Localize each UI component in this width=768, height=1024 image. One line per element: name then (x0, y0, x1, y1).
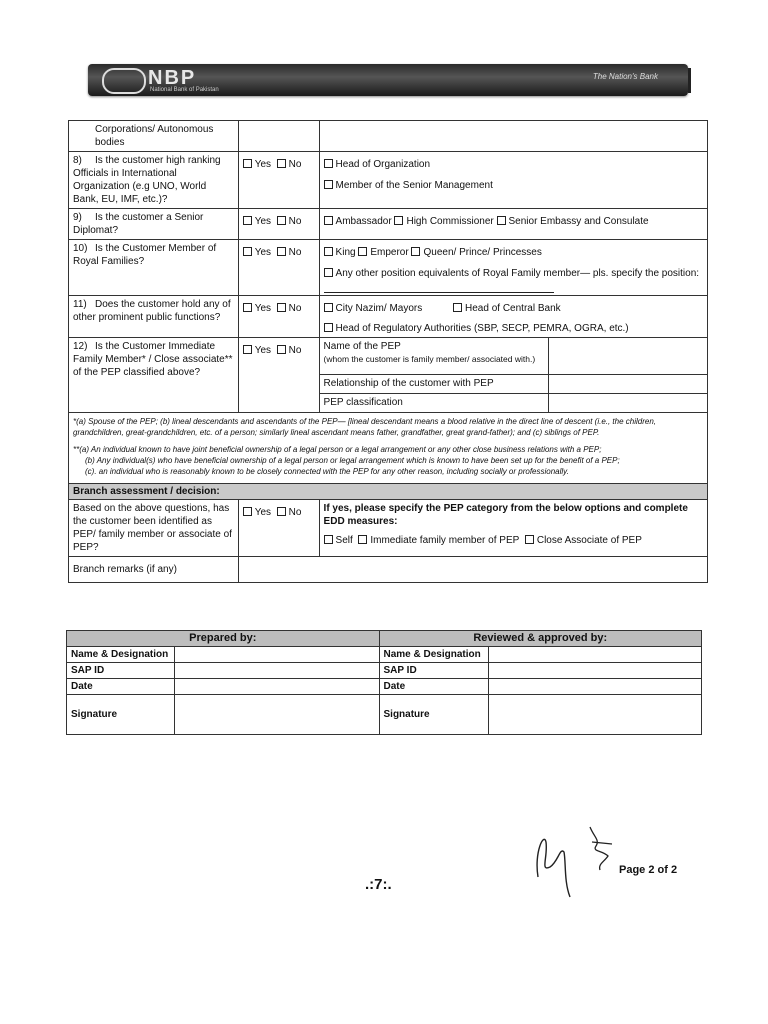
no-label: No (288, 507, 302, 518)
position-input[interactable] (324, 283, 554, 293)
table-row (67, 695, 702, 735)
yes-checkbox[interactable] (243, 345, 252, 354)
preparer-date-field[interactable] (174, 679, 379, 695)
option-checkbox[interactable] (324, 159, 333, 168)
self-checkbox[interactable] (324, 535, 333, 544)
yes-label: Yes (254, 247, 272, 258)
preparer-sap-field[interactable] (174, 663, 379, 679)
no-checkbox[interactable] (277, 159, 286, 168)
header-divider (688, 68, 691, 93)
signature-label: Signature (67, 695, 175, 735)
bank-logo-icon (102, 68, 146, 94)
close-associate-checkbox[interactable] (525, 535, 534, 544)
option-checkbox[interactable] (497, 216, 506, 225)
yes-checkbox[interactable] (243, 247, 252, 256)
table-row (69, 240, 708, 296)
no-checkbox[interactable] (277, 247, 286, 256)
question-number: 9) (73, 212, 82, 223)
option-label: Head of Organization (335, 159, 431, 170)
no-label: No (288, 159, 302, 170)
pep-name-label: Name of the PEP (323, 341, 401, 352)
page-mark: .:7:. (365, 876, 392, 893)
branch-assessment-heading: Branch assessment / decision: (69, 484, 708, 500)
sap-label: SAP ID (379, 663, 489, 679)
question-number: 8) (73, 155, 82, 166)
option-label: Close Associate of PEP (536, 535, 642, 546)
date-label: Date (379, 679, 489, 695)
option-checkbox[interactable] (324, 323, 333, 332)
option-label: Senior Embassy and Consulate (508, 216, 649, 227)
pep-classification-field[interactable] (549, 394, 708, 413)
table-row (69, 557, 708, 583)
table-row (67, 631, 702, 647)
pep-name-note: (whom the customer is family member/ associated with.) (323, 354, 536, 364)
table-row (69, 121, 708, 152)
question-text: Is the Customer Member of Royal Families? (73, 243, 217, 267)
reviewer-name-field[interactable] (489, 647, 702, 663)
name-label: Name & Designation (379, 647, 489, 663)
signature-label: Signature (379, 695, 489, 735)
table-row (69, 484, 708, 500)
table-row (69, 209, 708, 240)
option-checkbox[interactable] (324, 268, 333, 277)
table-row (69, 296, 708, 338)
no-checkbox[interactable] (277, 507, 286, 516)
question-text: Does the customer hold any of other prominent public functions? (73, 299, 231, 323)
question-text: Is the customer high ranking Officials in International Organization (e.g UNO, World Bank, EU, IMF, etc.)? (73, 155, 221, 205)
relationship-label: Relationship of the customer with PEP (319, 375, 549, 394)
bank-tagline: The Nation's Bank (592, 72, 658, 81)
question-number: 12) (73, 341, 88, 352)
table-row (69, 413, 708, 484)
pep-name-field[interactable] (549, 338, 708, 375)
yes-label: Yes (254, 159, 272, 170)
name-label: Name & Designation (67, 647, 175, 663)
branch-instruction: If yes, please specify the PEP category from the below options and complete EDD measures: (323, 503, 688, 527)
reviewer-signature-field[interactable] (489, 695, 702, 735)
option-label: Emperor (370, 247, 409, 258)
yes-label: Yes (254, 507, 272, 518)
table-row (67, 647, 702, 663)
option-label: King (335, 247, 356, 258)
no-label: No (288, 303, 302, 314)
yes-checkbox[interactable] (243, 507, 252, 516)
branch-remarks-field[interactable] (238, 557, 707, 583)
question-text: Is the Customer Immediate Family Member* / Close associate** of the PEP classified above? (73, 341, 233, 378)
question-text: Is the customer a Senior Diplomat? (73, 212, 204, 236)
option-label: Self (335, 535, 353, 546)
option-label: Immediate family member of PEP (370, 535, 520, 546)
table-row (69, 152, 708, 209)
yes-checkbox[interactable] (243, 303, 252, 312)
preparer-name-field[interactable] (174, 647, 379, 663)
no-checkbox[interactable] (277, 216, 286, 225)
footnote-associate-b: (b) Any individual(s) who have beneficial ownership of a legal person or legal arrangement which is known to have been set up for the benefit of a PEP; (85, 456, 620, 465)
reviewer-sap-field[interactable] (489, 663, 702, 679)
question-number: 10) (73, 243, 88, 254)
option-checkbox[interactable] (453, 303, 462, 312)
yes-label: Yes (254, 345, 272, 356)
question-number: 11) (73, 299, 87, 310)
branch-remarks-label: Branch remarks (if any) (69, 557, 239, 583)
bank-brand: NBP (148, 67, 197, 89)
date-label: Date (67, 679, 175, 695)
question-text: Corporations/ Autonomous bodies (95, 124, 214, 148)
option-label: Ambassador (335, 216, 392, 227)
pep-questionnaire-table (68, 120, 708, 583)
signoff-table (66, 630, 702, 735)
no-label: No (288, 247, 302, 258)
no-label: No (288, 345, 302, 356)
reviewed-by-heading: Reviewed & approved by: (379, 631, 702, 647)
reviewer-date-field[interactable] (489, 679, 702, 695)
option-checkbox[interactable] (394, 216, 403, 225)
no-checkbox[interactable] (277, 303, 286, 312)
handwritten-signature-icon (520, 822, 630, 902)
yes-checkbox[interactable] (243, 216, 252, 225)
table-row (67, 679, 702, 695)
table-row (69, 338, 708, 375)
sap-label: SAP ID (67, 663, 175, 679)
footnote-family: *(a) Spouse of the PEP; (b) lineal descendants and ascendants of the PEP— [lineal descendant means a blood relative in the direct line of descent (i.e., the children, grandchildren, great-grandchildren, etc. of a person; similarly lineal ascendant means father, grandfather, great grand-father); and (c) siblings of PEP. (73, 417, 657, 437)
yes-label: Yes (254, 216, 272, 227)
page-number: Page 2 of 2 (619, 864, 678, 876)
option-label: High Commissioner (406, 216, 494, 227)
yes-label: Yes (254, 303, 272, 314)
preparer-signature-field[interactable] (174, 695, 379, 735)
footnote-associate-a: **(a) An individual known to have joint beneficial ownership of a legal person or a legal arrangement or any other close business relations with a PEP; (73, 445, 602, 454)
option-label: Any other position equivalents of Royal Family member— pls. specify the position: (335, 268, 700, 279)
yes-checkbox[interactable] (243, 159, 252, 168)
relationship-field[interactable] (549, 375, 708, 394)
footnote-associate-c: (c). an individual who is reasonably known to be closely connected with the PEP for any other reason, including socially or professionally. (85, 467, 569, 476)
option-label: Head of Regulatory Authorities (SBP, SECP, PEMRA, OGRA, etc.) (335, 323, 629, 334)
option-checkbox[interactable] (411, 247, 420, 256)
prepared-by-heading: Prepared by: (67, 631, 380, 647)
option-checkbox[interactable] (358, 247, 367, 256)
option-label: Head of Central Bank (465, 303, 561, 314)
bank-brand-subtitle: National Bank of Pakistan (150, 87, 219, 93)
branch-question: Based on the above questions, has the customer been identified as PEP/ family member or associate of PEP? (69, 500, 239, 557)
option-label: City Nazim/ Mayors (335, 303, 423, 314)
option-checkbox[interactable] (324, 303, 333, 312)
bank-header-banner (88, 64, 688, 96)
option-checkbox[interactable] (324, 180, 333, 189)
pep-classification-label: PEP classification (319, 394, 549, 413)
option-checkbox[interactable] (324, 247, 333, 256)
table-row (67, 663, 702, 679)
table-row (69, 500, 708, 557)
option-checkbox[interactable] (324, 216, 333, 225)
no-checkbox[interactable] (277, 345, 286, 354)
option-label: Member of the Senior Management (335, 180, 493, 191)
family-member-checkbox[interactable] (358, 535, 367, 544)
option-label: Queen/ Prince/ Princesses (423, 247, 542, 258)
no-label: No (288, 216, 302, 227)
